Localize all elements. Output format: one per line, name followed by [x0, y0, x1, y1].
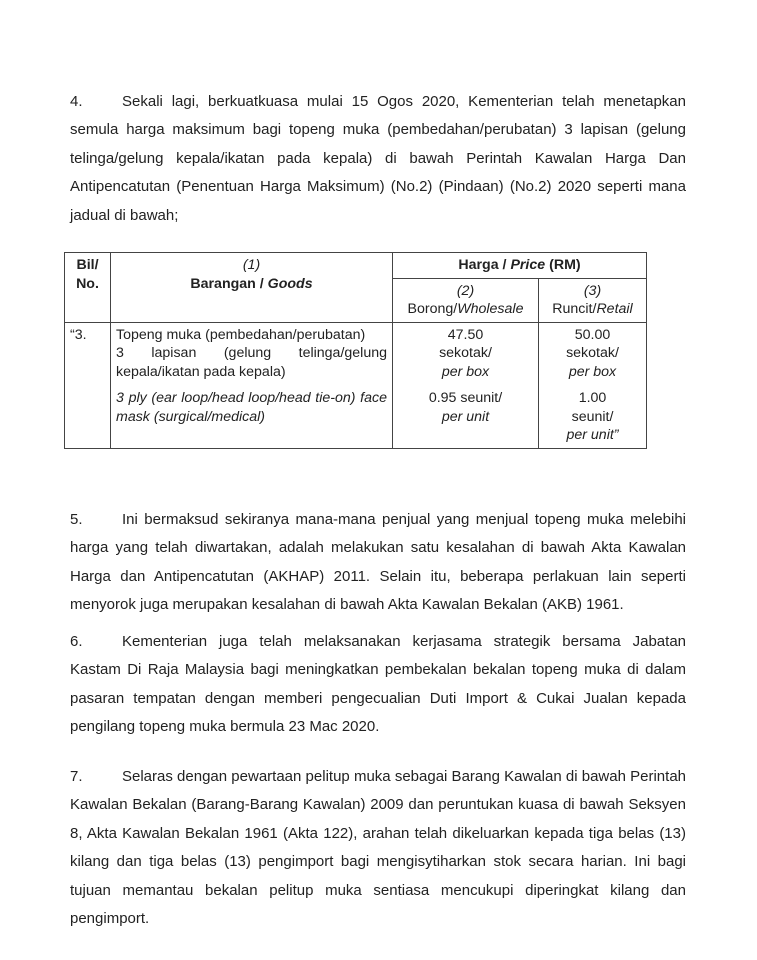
row-retail: 50.00 sekotak/ per box 1.00 seunit/ per unit” [539, 322, 647, 448]
retail-unit-price: 1.00 [578, 390, 607, 406]
paragraph-7 [70, 763, 686, 933]
header-goods-label: Barangan / Goods [190, 275, 313, 292]
row-bil: “3. [65, 322, 111, 448]
paragraph-6 [70, 628, 686, 742]
wholesale-box-price: 47.50 [447, 326, 484, 343]
paragraph-number: 7. [70, 768, 83, 785]
paragraph-text: Ini bermaksud sekiranya mana-mana penjual yang menjual topeng muka melebihi harga yang telah diwartakan, adalah melakukan satu kesalahan di bawah Akta Kawalan Harga dan Antipencatutan (AKHAP) 2011. Selain itu, beberapa perlakuan lain seperti menyorok juga merupakan kesalahan di bawah Akta Kawalan Bekalan (AKB) 1961. [70, 511, 686, 614]
paragraph-5 [70, 506, 686, 620]
header-bil-line1: Bil/ [76, 257, 99, 273]
paragraph-number: 5. [70, 511, 83, 528]
paragraph-text: Selaras dengan pewartaan pelitup muka sebagai Barang Kawalan di bawah Perintah Kawalan Bekalan (Barang-Barang Kawalan) 2009 dan peruntukan kuasa di bawah Seksyen 8, Akta Kawalan Bekalan 1961 (Akta 122), arahan telah dikeluarkan kepada tiga belas (13) kilang dan tiga belas (13) pengimport bagi mengisytiharkan stok secara harian. Ini bagi tujuan memantau bekalan pelitup muka sentiasa mencukupi diperingkat kilang dan pengimport. [70, 768, 686, 928]
price-table [64, 252, 647, 449]
goods-english: 3 ply (ear loop/head loop/head tie-on) face mask (surgical/medical) [116, 390, 387, 425]
header-price: Harga / Price (RM) [393, 253, 647, 279]
goods-malay-line2: 3 lapisan (gelung telinga/gelung kepala/ikatan pada kepala) [116, 345, 387, 380]
paragraph-text: Kementerian juga telah melaksanakan kerjasama strategik bersama Jabatan Kastam Di Raja Malaysia bagi meningkatkan pembekalan bekalan topeng muka di dalam pasaran tempatan dengan memberi pengecualian Duti Import & Cukai Jualan kepada pengilang topeng muka bermula 23 Mac 2020. [70, 633, 686, 736]
row-wholesale: 47.50 sekotak/ per box 0.95 seunit/ per unit [393, 322, 539, 448]
retail-box-price: 50.00 [574, 326, 611, 343]
header-wholesale: (2) Borong/Wholesale [393, 278, 539, 322]
paragraph-4 [70, 88, 686, 230]
header-goods-number: (1) [242, 257, 261, 273]
wholesale-unit-price: 0.95 seunit/ [428, 390, 503, 406]
paragraph-text: Sekali lagi, berkuatkuasa mulai 15 Ogos 2020, Kementerian telah menetapkan semula harga maksimum bagi topeng muka (pembedahan/perubatan) 3 lapisan (gelung telinga/gelung kepala/ikatan pada kepala) di bawah Perintah Kawalan Harga Dan Antipencatutan (Penentuan Harga Maksimum) (No.2) (Pindaan) (No.2) 2020 seperti mana jadual di bawah; [70, 93, 686, 224]
paragraph-number: 4. [70, 93, 83, 110]
row-goods [111, 322, 393, 448]
paragraph-number: 6. [70, 633, 83, 650]
header-bil [65, 253, 111, 323]
table-row [65, 322, 647, 448]
header-retail: (3) Runcit/Retail [539, 278, 647, 322]
goods-malay-line1: Topeng muka (pembedahan/perubatan) [116, 326, 366, 343]
header-bil-line2: No. [76, 275, 99, 292]
header-goods [111, 253, 393, 323]
table-header-row [65, 253, 647, 279]
